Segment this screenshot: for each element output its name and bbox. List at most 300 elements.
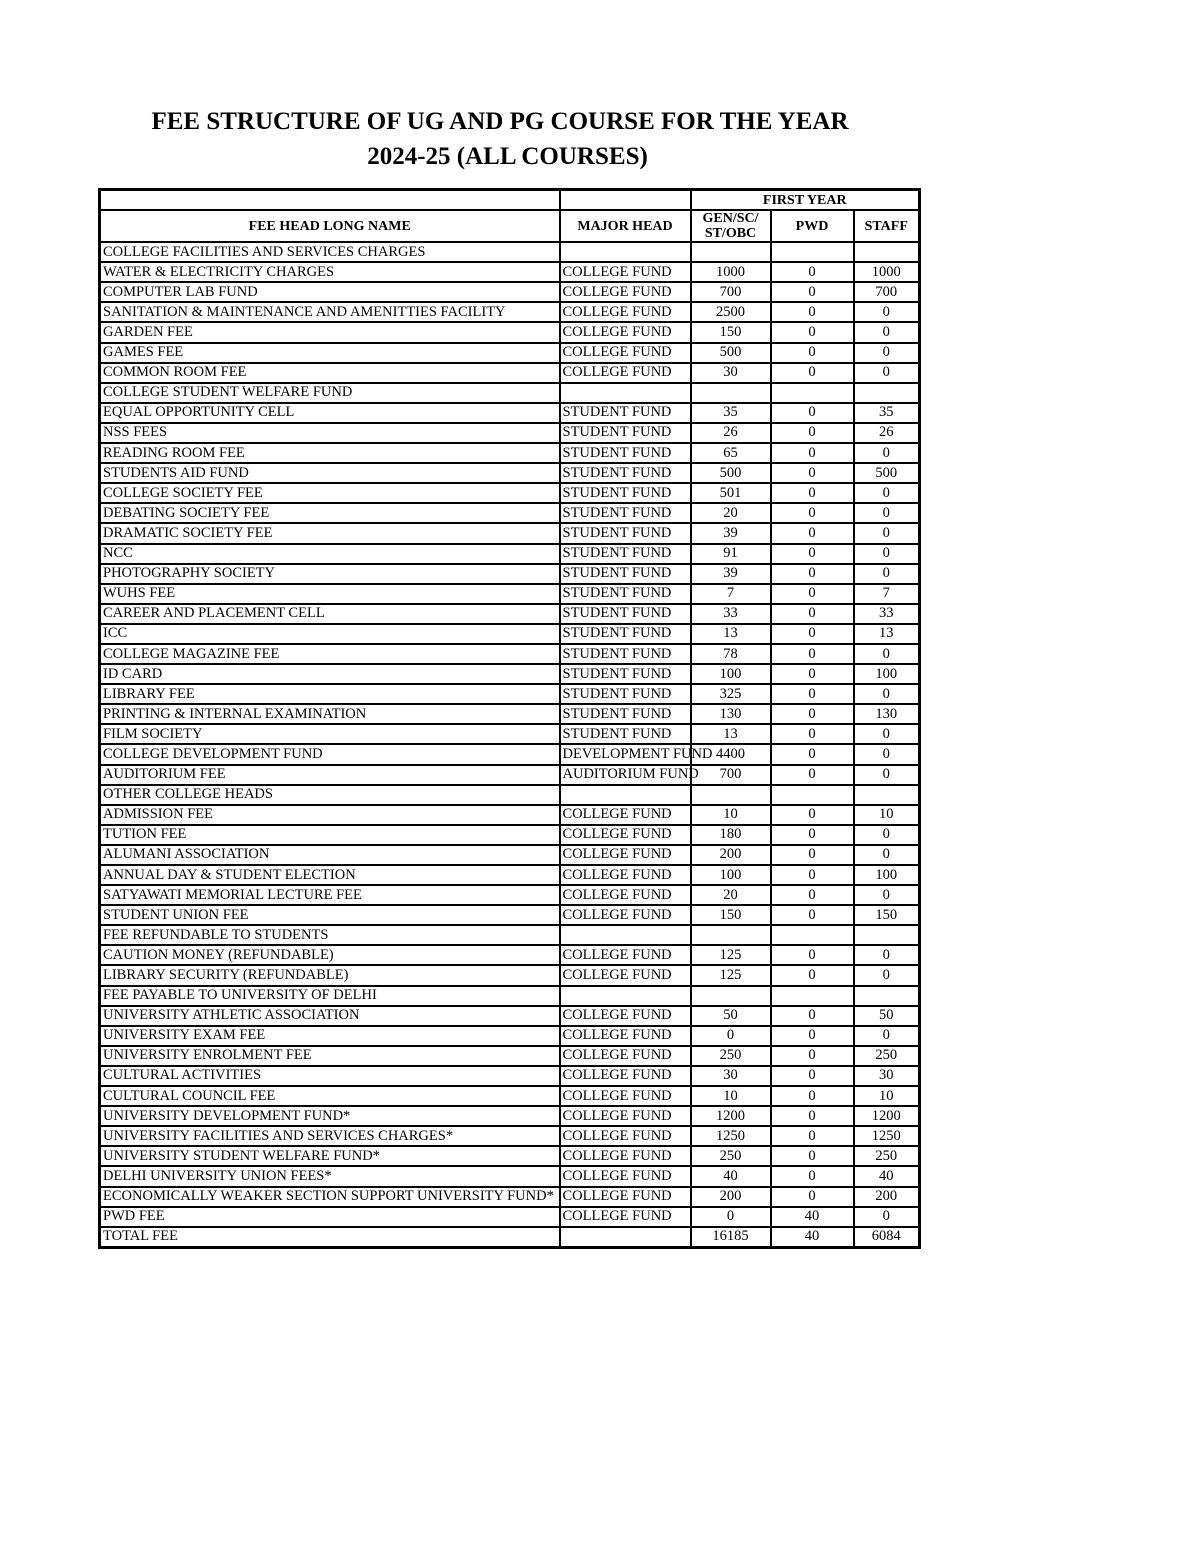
major-head-cell: COLLEGE FUND [560, 322, 691, 342]
table-row [100, 684, 920, 704]
major-head-cell: COLLEGE FUND [560, 1166, 691, 1186]
staff-fee-cell: 1250 [854, 1126, 920, 1146]
pwd-fee-cell: 0 [771, 644, 854, 664]
table-row [100, 664, 920, 684]
table-body [100, 242, 920, 1247]
major-head-cell: STUDENT FUND [560, 704, 691, 724]
table-row [100, 1066, 920, 1086]
table-row [100, 584, 920, 604]
staff-fee-cell: 0 [854, 845, 920, 865]
pwd-fee-cell: 0 [771, 1166, 854, 1186]
gen-fee-cell: 16185 [691, 1227, 771, 1248]
major-head-cell: COLLEGE FUND [560, 262, 691, 282]
major-head-cell: COLLEGE FUND [560, 1026, 691, 1046]
header-staff: STAFF [854, 210, 920, 242]
gen-fee-cell: 325 [691, 684, 771, 704]
pwd-fee-cell: 0 [771, 1006, 854, 1026]
header-gen-line-2: ST/OBC [704, 226, 757, 242]
fee-head-name: ECONOMICALLY WEAKER SECTION SUPPORT UNIVERSITY FUND* [100, 1187, 560, 1207]
fee-head-name: UNIVERSITY EXAM FEE [100, 1026, 560, 1046]
pwd-fee-cell: 0 [771, 1026, 854, 1046]
fee-head-name: PHOTOGRAPHY SOCIETY [100, 564, 560, 584]
staff-fee-cell: 0 [854, 945, 920, 965]
table-row [100, 343, 920, 363]
major-head-cell: COLLEGE FUND [560, 1207, 691, 1227]
header-blank-cell [560, 190, 691, 211]
pwd-fee-cell: 0 [771, 503, 854, 523]
major-head-cell: STUDENT FUND [560, 684, 691, 704]
gen-fee-cell: 20 [691, 885, 771, 905]
gen-fee-cell: 100 [691, 664, 771, 684]
fee-head-name: UNIVERSITY ENROLMENT FEE [100, 1046, 560, 1066]
table-header-row [100, 210, 920, 242]
gen-fee-cell: 50 [691, 1006, 771, 1026]
table-row [100, 885, 920, 905]
pwd-fee-cell: 0 [771, 885, 854, 905]
section-title: FEE PAYABLE TO UNIVERSITY OF DELHI [100, 986, 560, 1006]
table-row [100, 443, 920, 463]
staff-fee-cell [854, 383, 920, 403]
major-head-cell: COLLEGE FUND [560, 302, 691, 322]
fee-head-name: NSS FEES [100, 423, 560, 443]
gen-fee-cell: 33 [691, 604, 771, 624]
pwd-fee-cell: 0 [771, 443, 854, 463]
gen-fee-cell: 180 [691, 825, 771, 845]
pwd-fee-cell: 0 [771, 684, 854, 704]
pwd-fee-cell: 0 [771, 544, 854, 564]
major-head-cell: COLLEGE FUND [560, 845, 691, 865]
pwd-fee-cell: 0 [771, 945, 854, 965]
pwd-fee-cell: 0 [771, 1066, 854, 1086]
pwd-fee-cell: 0 [771, 262, 854, 282]
pwd-fee-cell: 0 [771, 564, 854, 584]
table-row [100, 564, 920, 584]
fee-head-name: AUDITORIUM FEE [100, 765, 560, 785]
major-head-cell: COLLEGE FUND [560, 1086, 691, 1106]
fee-head-name: NCC [100, 544, 560, 564]
fee-structure-table [98, 188, 921, 1249]
fee-head-name: COMPUTER LAB FUND [100, 282, 560, 302]
pwd-fee-cell: 0 [771, 805, 854, 825]
staff-fee-cell: 30 [854, 1066, 920, 1086]
fee-head-name: WATER & ELECTRICITY CHARGES [100, 262, 560, 282]
fee-head-name: SATYAWATI MEMORIAL LECTURE FEE [100, 885, 560, 905]
gen-fee-cell: 500 [691, 343, 771, 363]
table-row [100, 1006, 920, 1026]
staff-fee-cell: 250 [854, 1046, 920, 1066]
table-row [100, 322, 920, 342]
staff-fee-cell: 0 [854, 483, 920, 503]
staff-fee-cell: 0 [854, 363, 920, 383]
gen-fee-cell: 700 [691, 282, 771, 302]
pwd-fee-cell: 0 [771, 704, 854, 724]
fee-head-name: ID CARD [100, 664, 560, 684]
major-head-cell [560, 785, 691, 805]
section-title: FEE REFUNDABLE TO STUDENTS [100, 925, 560, 945]
pwd-fee-cell [771, 383, 854, 403]
pwd-fee-cell: 0 [771, 1187, 854, 1207]
major-head-cell: STUDENT FUND [560, 544, 691, 564]
pwd-fee-cell: 0 [771, 845, 854, 865]
major-head-cell [560, 925, 691, 945]
pwd-fee-cell: 0 [771, 463, 854, 483]
section-header-row [100, 986, 920, 1006]
fee-head-name: EQUAL OPPORTUNITY CELL [100, 403, 560, 423]
major-head-cell: COLLEGE FUND [560, 363, 691, 383]
table-row [100, 1086, 920, 1106]
fee-head-name: DEBATING SOCIETY FEE [100, 503, 560, 523]
gen-fee-cell [691, 986, 771, 1006]
section-header-row [100, 383, 920, 403]
gen-fee-cell: 40 [691, 1166, 771, 1186]
staff-fee-cell: 700 [854, 282, 920, 302]
pwd-fee-cell: 0 [771, 865, 854, 885]
major-head-cell: STUDENT FUND [560, 523, 691, 543]
pwd-fee-cell: 0 [771, 302, 854, 322]
pwd-fee-cell [771, 785, 854, 805]
table-row [100, 523, 920, 543]
table-row [100, 805, 920, 825]
major-head-cell: COLLEGE FUND [560, 1106, 691, 1126]
pwd-fee-cell: 0 [771, 403, 854, 423]
pwd-fee-cell: 0 [771, 523, 854, 543]
staff-fee-cell: 0 [854, 443, 920, 463]
major-head-cell: COLLEGE FUND [560, 282, 691, 302]
table-row [100, 865, 920, 885]
major-head-cell: STUDENT FUND [560, 463, 691, 483]
pwd-fee-cell: 0 [771, 965, 854, 985]
table-row [100, 845, 920, 865]
staff-fee-cell: 33 [854, 604, 920, 624]
staff-fee-cell: 0 [854, 744, 920, 764]
fee-head-name: CULTURAL COUNCIL FEE [100, 1086, 560, 1106]
major-head-cell: COLLEGE FUND [560, 1187, 691, 1207]
staff-fee-cell [854, 986, 920, 1006]
pwd-fee-cell: 0 [771, 1086, 854, 1106]
pwd-fee-cell: 40 [771, 1207, 854, 1227]
staff-fee-cell: 7 [854, 584, 920, 604]
table-row [100, 1126, 920, 1146]
gen-fee-cell: 150 [691, 322, 771, 342]
major-head-cell: STUDENT FUND [560, 624, 691, 644]
staff-fee-cell: 0 [854, 302, 920, 322]
major-head-cell [560, 1227, 691, 1248]
gen-fee-cell: 0 [691, 1026, 771, 1046]
major-head-cell: COLLEGE FUND [560, 343, 691, 363]
table-row [100, 423, 920, 443]
gen-fee-cell: 78 [691, 644, 771, 664]
staff-fee-cell: 0 [854, 1207, 920, 1227]
fee-head-name: TOTAL FEE [100, 1227, 560, 1248]
pwd-fee-cell: 0 [771, 724, 854, 744]
section-header-row [100, 242, 920, 262]
gen-fee-cell: 13 [691, 624, 771, 644]
section-header-row [100, 785, 920, 805]
table-row [100, 463, 920, 483]
fee-head-name: ADMISSION FEE [100, 805, 560, 825]
pwd-fee-cell: 0 [771, 1146, 854, 1166]
pwd-fee-cell: 0 [771, 322, 854, 342]
header-first-year: FIRST YEAR [691, 190, 920, 211]
staff-fee-cell: 130 [854, 704, 920, 724]
staff-fee-cell [854, 785, 920, 805]
major-head-cell: COLLEGE FUND [560, 1146, 691, 1166]
page-title [100, 104, 915, 174]
table-row [100, 1187, 920, 1207]
staff-fee-cell: 150 [854, 905, 920, 925]
pwd-fee-cell: 0 [771, 1046, 854, 1066]
gen-fee-cell: 501 [691, 483, 771, 503]
table-header-row-group [100, 190, 920, 211]
header-gen [691, 210, 771, 242]
fee-head-name: GARDEN FEE [100, 322, 560, 342]
staff-fee-cell: 0 [854, 564, 920, 584]
header-gen-line-1: GEN/SC/ [702, 211, 759, 227]
table-row [100, 644, 920, 664]
pwd-fee-cell: 0 [771, 363, 854, 383]
fee-head-name: COMMON ROOM FEE [100, 363, 560, 383]
gen-fee-cell: 20 [691, 503, 771, 523]
fee-head-name: UNIVERSITY STUDENT WELFARE FUND* [100, 1146, 560, 1166]
staff-fee-cell: 100 [854, 865, 920, 885]
gen-fee-cell: 39 [691, 523, 771, 543]
major-head-cell: COLLEGE FUND [560, 865, 691, 885]
staff-fee-cell: 6084 [854, 1227, 920, 1248]
gen-fee-cell: 700 [691, 765, 771, 785]
staff-fee-cell: 0 [854, 965, 920, 985]
table-row [100, 282, 920, 302]
staff-fee-cell [854, 242, 920, 262]
fee-head-name: ALUMANI ASSOCIATION [100, 845, 560, 865]
gen-fee-cell: 1000 [691, 262, 771, 282]
fee-head-name: TUTION FEE [100, 825, 560, 845]
staff-fee-cell: 500 [854, 463, 920, 483]
major-head-cell: STUDENT FUND [560, 584, 691, 604]
pwd-fee-cell: 0 [771, 744, 854, 764]
pwd-fee-cell: 0 [771, 483, 854, 503]
major-head-cell: STUDENT FUND [560, 664, 691, 684]
header-blank-cell [100, 190, 560, 211]
gen-fee-cell: 39 [691, 564, 771, 584]
table-row [100, 1046, 920, 1066]
table-row [100, 403, 920, 423]
staff-fee-cell: 0 [854, 523, 920, 543]
fee-head-name: DELHI UNIVERSITY UNION FEES* [100, 1166, 560, 1186]
page-title-line-2: 2024-25 (ALL COURSES) [367, 143, 648, 170]
major-head-cell [560, 986, 691, 1006]
page-title-line-1: FEE STRUCTURE OF UG AND PG COURSE FOR THE YEAR [151, 108, 849, 135]
major-head-cell: STUDENT FUND [560, 564, 691, 584]
gen-fee-cell [691, 785, 771, 805]
table-row [100, 1106, 920, 1126]
staff-fee-cell: 0 [854, 724, 920, 744]
gen-fee-cell: 10 [691, 1086, 771, 1106]
fee-head-name: UNIVERSITY ATHLETIC ASSOCIATION [100, 1006, 560, 1026]
gen-fee-cell [691, 242, 771, 262]
pwd-fee-cell [771, 925, 854, 945]
staff-fee-cell: 1000 [854, 262, 920, 282]
staff-fee-cell: 10 [854, 805, 920, 825]
fee-head-name: COLLEGE DEVELOPMENT FUND [100, 744, 560, 764]
table-row [100, 1166, 920, 1186]
table-row [100, 1207, 920, 1227]
major-head-cell: COLLEGE FUND [560, 1066, 691, 1086]
staff-fee-cell: 250 [854, 1146, 920, 1166]
staff-fee-cell: 0 [854, 503, 920, 523]
gen-fee-cell [691, 925, 771, 945]
gen-fee-cell: 500 [691, 463, 771, 483]
table-row [100, 965, 920, 985]
major-head-cell: AUDITORIUM FUND [560, 765, 691, 785]
major-head-cell: COLLEGE FUND [560, 825, 691, 845]
fee-head-name: CULTURAL ACTIVITIES [100, 1066, 560, 1086]
table-row [100, 765, 920, 785]
fee-head-name: STUDENT UNION FEE [100, 905, 560, 925]
fee-head-name: WUHS FEE [100, 584, 560, 604]
staff-fee-cell: 13 [854, 624, 920, 644]
table-row [100, 724, 920, 744]
pwd-fee-cell [771, 986, 854, 1006]
pwd-fee-cell: 0 [771, 624, 854, 644]
table-row [100, 704, 920, 724]
section-title: OTHER COLLEGE HEADS [100, 785, 560, 805]
major-head-cell: COLLEGE FUND [560, 965, 691, 985]
major-head-cell: COLLEGE FUND [560, 885, 691, 905]
fee-head-name: PRINTING & INTERNAL EXAMINATION [100, 704, 560, 724]
gen-fee-cell: 150 [691, 905, 771, 925]
pwd-fee-cell: 0 [771, 604, 854, 624]
fee-head-name: SANITATION & MAINTENANCE AND AMENITTIES FACILITY [100, 302, 560, 322]
gen-fee-cell [691, 383, 771, 403]
pwd-fee-cell: 0 [771, 765, 854, 785]
fee-head-name: READING ROOM FEE [100, 443, 560, 463]
major-head-cell: COLLEGE FUND [560, 905, 691, 925]
pwd-fee-cell: 0 [771, 584, 854, 604]
fee-head-name: LIBRARY FEE [100, 684, 560, 704]
table-row [100, 825, 920, 845]
table-row [100, 1026, 920, 1046]
pwd-fee-cell: 0 [771, 343, 854, 363]
staff-fee-cell: 0 [854, 544, 920, 564]
gen-fee-cell: 250 [691, 1046, 771, 1066]
pwd-fee-cell: 0 [771, 1126, 854, 1146]
major-head-cell: STUDENT FUND [560, 443, 691, 463]
fee-head-name: DRAMATIC SOCIETY FEE [100, 523, 560, 543]
gen-fee-cell: 30 [691, 1066, 771, 1086]
staff-fee-cell: 35 [854, 403, 920, 423]
major-head-cell: COLLEGE FUND [560, 945, 691, 965]
fee-head-name: ANNUAL DAY & STUDENT ELECTION [100, 865, 560, 885]
fee-head-name: FILM SOCIETY [100, 724, 560, 744]
gen-fee-cell: 13 [691, 724, 771, 744]
staff-fee-cell: 40 [854, 1166, 920, 1186]
staff-fee-cell: 0 [854, 885, 920, 905]
table-row [100, 262, 920, 282]
pwd-fee-cell: 0 [771, 1106, 854, 1126]
section-title: COLLEGE STUDENT WELFARE FUND [100, 383, 560, 403]
gen-fee-cell: 0 [691, 1207, 771, 1227]
gen-fee-cell: 7 [691, 584, 771, 604]
total-row [100, 1227, 920, 1248]
staff-fee-cell: 50 [854, 1006, 920, 1026]
gen-fee-cell: 125 [691, 965, 771, 985]
table-row [100, 604, 920, 624]
major-head-cell: STUDENT FUND [560, 403, 691, 423]
gen-fee-cell: 1250 [691, 1126, 771, 1146]
fee-head-name: ICC [100, 624, 560, 644]
fee-head-name: GAMES FEE [100, 343, 560, 363]
gen-fee-cell: 125 [691, 945, 771, 965]
staff-fee-cell: 0 [854, 1026, 920, 1046]
table-row [100, 1146, 920, 1166]
major-head-cell: COLLEGE FUND [560, 805, 691, 825]
staff-fee-cell: 200 [854, 1187, 920, 1207]
major-head-cell: STUDENT FUND [560, 503, 691, 523]
gen-fee-cell: 4400 [691, 744, 771, 764]
pwd-fee-cell: 0 [771, 664, 854, 684]
major-head-cell: STUDENT FUND [560, 644, 691, 664]
fee-head-name: CAREER AND PLACEMENT CELL [100, 604, 560, 624]
gen-fee-cell: 65 [691, 443, 771, 463]
staff-fee-cell: 0 [854, 684, 920, 704]
major-head-cell: STUDENT FUND [560, 423, 691, 443]
staff-fee-cell: 0 [854, 765, 920, 785]
table-row [100, 624, 920, 644]
pwd-fee-cell: 0 [771, 825, 854, 845]
table-row [100, 302, 920, 322]
staff-fee-cell: 100 [854, 664, 920, 684]
pwd-fee-cell [771, 242, 854, 262]
major-head-cell: DEVELOPMENT FUND [560, 744, 691, 764]
gen-fee-cell: 91 [691, 544, 771, 564]
major-head-cell [560, 242, 691, 262]
fee-head-name: COLLEGE MAGAZINE FEE [100, 644, 560, 664]
major-head-cell: COLLEGE FUND [560, 1126, 691, 1146]
major-head-cell [560, 383, 691, 403]
gen-fee-cell: 30 [691, 363, 771, 383]
gen-fee-cell: 35 [691, 403, 771, 423]
table-row [100, 544, 920, 564]
fee-head-name: PWD FEE [100, 1207, 560, 1227]
pwd-fee-cell: 0 [771, 905, 854, 925]
staff-fee-cell: 1200 [854, 1106, 920, 1126]
major-head-cell: COLLEGE FUND [560, 1006, 691, 1026]
staff-fee-cell: 10 [854, 1086, 920, 1106]
staff-fee-cell: 0 [854, 322, 920, 342]
major-head-cell: COLLEGE FUND [560, 1046, 691, 1066]
staff-fee-cell: 26 [854, 423, 920, 443]
header-pwd: PWD [771, 210, 854, 242]
table-row [100, 363, 920, 383]
major-head-cell: STUDENT FUND [560, 604, 691, 624]
fee-head-name: LIBRARY SECURITY (REFUNDABLE) [100, 965, 560, 985]
header-major-head: MAJOR HEAD [560, 210, 691, 242]
staff-fee-cell: 0 [854, 644, 920, 664]
major-head-cell: STUDENT FUND [560, 724, 691, 744]
gen-fee-cell: 250 [691, 1146, 771, 1166]
table-row [100, 503, 920, 523]
table-row [100, 945, 920, 965]
table-row [100, 905, 920, 925]
gen-fee-cell: 130 [691, 704, 771, 724]
fee-head-name: COLLEGE SOCIETY FEE [100, 483, 560, 503]
fee-head-name: UNIVERSITY FACILITIES AND SERVICES CHARGES* [100, 1126, 560, 1146]
fee-head-name: CAUTION MONEY (REFUNDABLE) [100, 945, 560, 965]
gen-fee-cell: 200 [691, 1187, 771, 1207]
table-row [100, 483, 920, 503]
pwd-fee-cell: 40 [771, 1227, 854, 1248]
pwd-fee-cell: 0 [771, 282, 854, 302]
